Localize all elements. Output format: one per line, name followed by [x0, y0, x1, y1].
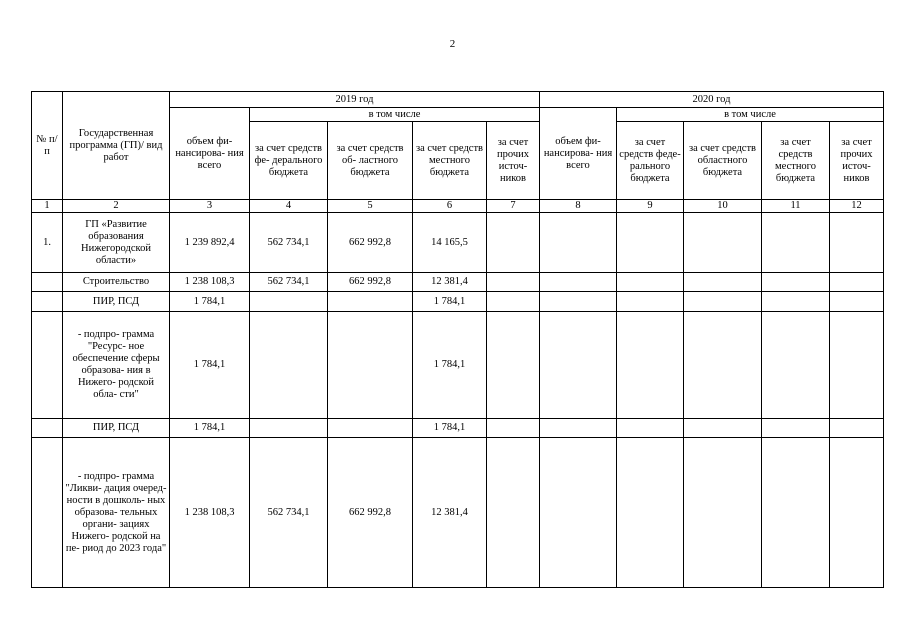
- cell-empty: [684, 273, 762, 292]
- row-number: [32, 312, 63, 419]
- row-name: ПИР, ПСД: [63, 292, 170, 312]
- cell-empty: [830, 213, 884, 273]
- cell-empty: [684, 213, 762, 273]
- cell-federal: [250, 312, 328, 419]
- col-num: 6: [413, 200, 487, 213]
- header-regional-2019: за счет средств об- ластного бюджета: [328, 122, 413, 200]
- col-num: 1: [32, 200, 63, 213]
- cell-local: 12 381,4: [413, 438, 487, 588]
- cell-local: 1 784,1: [413, 419, 487, 438]
- cell-federal: 562 734,1: [250, 273, 328, 292]
- header-including-2020: в том числе: [617, 108, 884, 122]
- col-num: 12: [830, 200, 884, 213]
- column-number-row: [32, 200, 884, 213]
- header-program: Государственная программа (ГП)/ вид работ: [63, 92, 170, 200]
- header-federal-2020: за счет средств феде- рального бюджета: [617, 122, 684, 200]
- cell-empty: [684, 438, 762, 588]
- header-year-2019: 2019 год: [170, 92, 540, 108]
- cell-federal: 562 734,1: [250, 438, 328, 588]
- table-row: [32, 312, 884, 419]
- cell-empty: [762, 213, 830, 273]
- cell-empty: [830, 273, 884, 292]
- cell-local: 14 165,5: [413, 213, 487, 273]
- cell-federal: 562 734,1: [250, 213, 328, 273]
- col-num: 2: [63, 200, 170, 213]
- cell-empty: [762, 419, 830, 438]
- cell-regional: 662 992,8: [328, 213, 413, 273]
- page-number: 2: [449, 38, 456, 50]
- cell-empty: [540, 312, 617, 419]
- table-row: [32, 213, 884, 273]
- cell-local: 12 381,4: [413, 273, 487, 292]
- cell-empty: [830, 438, 884, 588]
- header-including-2019: в том числе: [250, 108, 540, 122]
- cell-empty: [487, 213, 540, 273]
- cell-empty: [684, 312, 762, 419]
- row-name: Строительство: [63, 273, 170, 292]
- budget-table: [31, 91, 884, 588]
- cell-federal: [250, 292, 328, 312]
- cell-empty: [762, 312, 830, 419]
- cell-empty: [762, 438, 830, 588]
- row-name: ГП «Развитие образования Нижегородской области»: [63, 213, 170, 273]
- cell-empty: [617, 292, 684, 312]
- cell-empty: [830, 292, 884, 312]
- cell-empty: [540, 213, 617, 273]
- row-number: [32, 419, 63, 438]
- cell-total: 1 784,1: [170, 312, 250, 419]
- header-local-2019: за счет средств местного бюджета: [413, 122, 487, 200]
- cell-total: 1 784,1: [170, 419, 250, 438]
- cell-local: 1 784,1: [413, 312, 487, 419]
- table-row: [32, 438, 884, 588]
- header-federal-2019: за счет средств фе- дерального бюджета: [250, 122, 328, 200]
- cell-empty: [684, 292, 762, 312]
- table-row: [32, 419, 884, 438]
- row-name: ПИР, ПСД: [63, 419, 170, 438]
- cell-empty: [487, 312, 540, 419]
- col-num: 4: [250, 200, 328, 213]
- cell-total: 1 239 892,4: [170, 213, 250, 273]
- col-num: 9: [617, 200, 684, 213]
- row-name: - подпро- грамма "Ликви- дация очеред- ности в дошколь- ных образова- тельных органи- зациях Нижего- родской на пе- риод до 2023 года": [63, 438, 170, 588]
- cell-empty: [762, 292, 830, 312]
- cell-empty: [684, 419, 762, 438]
- cell-empty: [487, 438, 540, 588]
- cell-regional: 662 992,8: [328, 273, 413, 292]
- cell-empty: [830, 419, 884, 438]
- row-number: [32, 273, 63, 292]
- cell-regional: [328, 419, 413, 438]
- cell-empty: [540, 419, 617, 438]
- cell-empty: [617, 213, 684, 273]
- row-number: [32, 438, 63, 588]
- col-num: 7: [487, 200, 540, 213]
- cell-empty: [617, 312, 684, 419]
- col-num: 11: [762, 200, 830, 213]
- cell-local: 1 784,1: [413, 292, 487, 312]
- col-num: 5: [328, 200, 413, 213]
- cell-total: 1 238 108,3: [170, 273, 250, 292]
- cell-total: 1 784,1: [170, 292, 250, 312]
- row-number: 1.: [32, 213, 63, 273]
- cell-total: 1 238 108,3: [170, 438, 250, 588]
- header-local-2020: за счет средств местного бюджета: [762, 122, 830, 200]
- cell-empty: [540, 438, 617, 588]
- cell-empty: [487, 273, 540, 292]
- header-row-years: [32, 92, 884, 108]
- table-row: [32, 292, 884, 312]
- cell-regional: [328, 292, 413, 312]
- cell-empty: [540, 273, 617, 292]
- table-row: [32, 273, 884, 292]
- col-num: 8: [540, 200, 617, 213]
- cell-empty: [617, 438, 684, 588]
- cell-regional: 662 992,8: [328, 438, 413, 588]
- cell-empty: [487, 419, 540, 438]
- cell-empty: [487, 292, 540, 312]
- col-num: 10: [684, 200, 762, 213]
- header-no: № п/п: [32, 92, 63, 200]
- cell-empty: [762, 273, 830, 292]
- row-name: - подпро- грамма "Ресурс- ное обеспечение сферы образова- ния в Нижего- родской обла- сти": [63, 312, 170, 419]
- header-total-2020: объем фи- нансирова- ния всего: [540, 108, 617, 200]
- cell-federal: [250, 419, 328, 438]
- cell-empty: [617, 419, 684, 438]
- cell-empty: [830, 312, 884, 419]
- header-other-2019: за счет прочих источ- ников: [487, 122, 540, 200]
- cell-empty: [540, 292, 617, 312]
- header-regional-2020: за счет средств областного бюджета: [684, 122, 762, 200]
- cell-empty: [617, 273, 684, 292]
- header-total-2019: объем фи- нансирова- ния всего: [170, 108, 250, 200]
- header-year-2020: 2020 год: [540, 92, 884, 108]
- cell-regional: [328, 312, 413, 419]
- header-other-2020: за счет прочих источ- ников: [830, 122, 884, 200]
- col-num: 3: [170, 200, 250, 213]
- row-number: [32, 292, 63, 312]
